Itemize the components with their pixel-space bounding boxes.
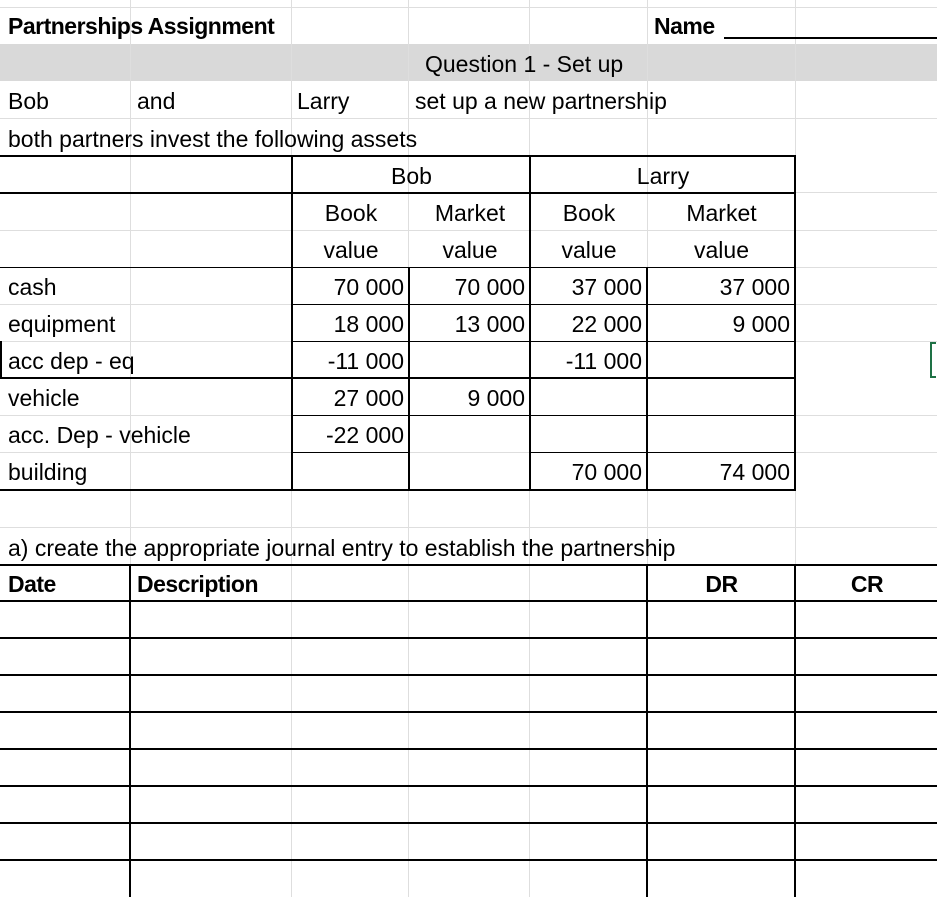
table-border [0, 377, 796, 379]
cell-border [648, 304, 795, 305]
journal-border [0, 564, 937, 566]
table-border [0, 192, 796, 194]
setup-text: set up a new partnership [415, 88, 667, 114]
table-border [0, 267, 796, 268]
cell-border [292, 452, 409, 453]
question-title: Question 1 - Set up [425, 51, 624, 77]
group-header-larry: Larry [636, 163, 690, 189]
journal-border [646, 565, 648, 897]
cell-bob-market[interactable]: 13 000 [454, 311, 525, 337]
journal-border [0, 711, 937, 713]
journal-border [0, 600, 937, 602]
cell-bob-book[interactable]: -22 000 [325, 422, 404, 448]
cell-larry-market[interactable]: 74 000 [719, 459, 790, 485]
gridline [0, 527, 937, 528]
cell-border [410, 304, 530, 305]
asset-label-vehicle: vehicle [8, 385, 80, 411]
gridline [0, 7, 937, 8]
cell-larry-book[interactable]: 22 000 [571, 311, 642, 337]
journal-border [129, 565, 131, 897]
cell-bob-market[interactable]: 9 000 [467, 385, 525, 411]
journal-col-cr: CR [850, 571, 884, 597]
journal-border [794, 565, 796, 897]
asset-label-acc-dep-vehicle: acc. Dep - vehicle [8, 422, 191, 448]
cell-border [410, 415, 530, 416]
cell-larry-market[interactable]: 9 000 [732, 311, 790, 337]
journal-col-description: Description [137, 571, 259, 597]
cell-border [292, 341, 409, 342]
cell-border [292, 415, 409, 416]
cell-bob-book[interactable]: -11 000 [327, 348, 404, 374]
table-border [0, 341, 2, 378]
journal-border [0, 785, 937, 787]
and-text: and [137, 88, 176, 114]
journal-border [0, 748, 937, 750]
journal-col-date: Date [8, 571, 56, 597]
gridline [0, 118, 937, 119]
cell-larry-book[interactable]: 37 000 [571, 274, 642, 300]
cell-border [410, 341, 530, 342]
col-header-larry-book: Book [562, 200, 616, 226]
table-border [0, 489, 796, 491]
invest-text: both partners invest the following assets [8, 126, 418, 152]
partner1-name: Bob [8, 88, 49, 114]
cell-bob-book[interactable]: 70 000 [333, 274, 404, 300]
name-underline[interactable] [724, 37, 937, 39]
gridline [0, 452, 937, 453]
journal-border [0, 674, 937, 676]
asset-label-building: building [8, 459, 88, 485]
cell-border [648, 415, 795, 416]
gridline [0, 230, 937, 231]
col-header-bob-book: Book [324, 200, 378, 226]
cell-bob-book[interactable]: 18 000 [333, 311, 404, 337]
col-header-larry-book-value: value [561, 237, 617, 263]
cell-border [648, 341, 795, 342]
journal-instruction: a) create the appropriate journal entry to establish the partnership [8, 535, 676, 561]
cell-border [648, 452, 795, 453]
journal-col-dr: DR [705, 571, 738, 597]
cell-border [531, 304, 647, 305]
col-header-bob-market-value: value [442, 237, 498, 263]
cell-bob-book[interactable]: 27 000 [333, 385, 404, 411]
table-border [0, 155, 796, 157]
cell-border [531, 452, 647, 453]
col-header-larry-market-value: value [694, 237, 749, 263]
journal-border [0, 859, 937, 861]
assignment-title: Partnerships Assignment [8, 13, 275, 39]
cell-bob-market[interactable]: 70 000 [454, 274, 525, 300]
col-header-bob-market: Market [434, 200, 506, 226]
asset-label-cash: cash [8, 274, 57, 300]
cell-larry-book[interactable]: 70 000 [571, 459, 642, 485]
cell-larry-market[interactable]: 37 000 [719, 274, 790, 300]
asset-label-equipment: equipment [8, 311, 116, 337]
cell-border [292, 304, 409, 305]
cell-border [531, 341, 647, 342]
selected-cell-indicator[interactable] [930, 342, 936, 378]
group-header-bob: Bob [391, 163, 432, 189]
cell-border [531, 415, 647, 416]
partner2-name: Larry [297, 88, 350, 114]
name-label: Name [654, 13, 715, 39]
col-header-bob-book-value: value [323, 237, 379, 263]
col-header-larry-market: Market [686, 200, 757, 226]
journal-border [0, 637, 937, 639]
asset-label-acc-dep-eq: acc dep - eq [8, 348, 135, 374]
cell-larry-book[interactable]: -11 000 [565, 348, 642, 374]
journal-border [0, 822, 937, 824]
